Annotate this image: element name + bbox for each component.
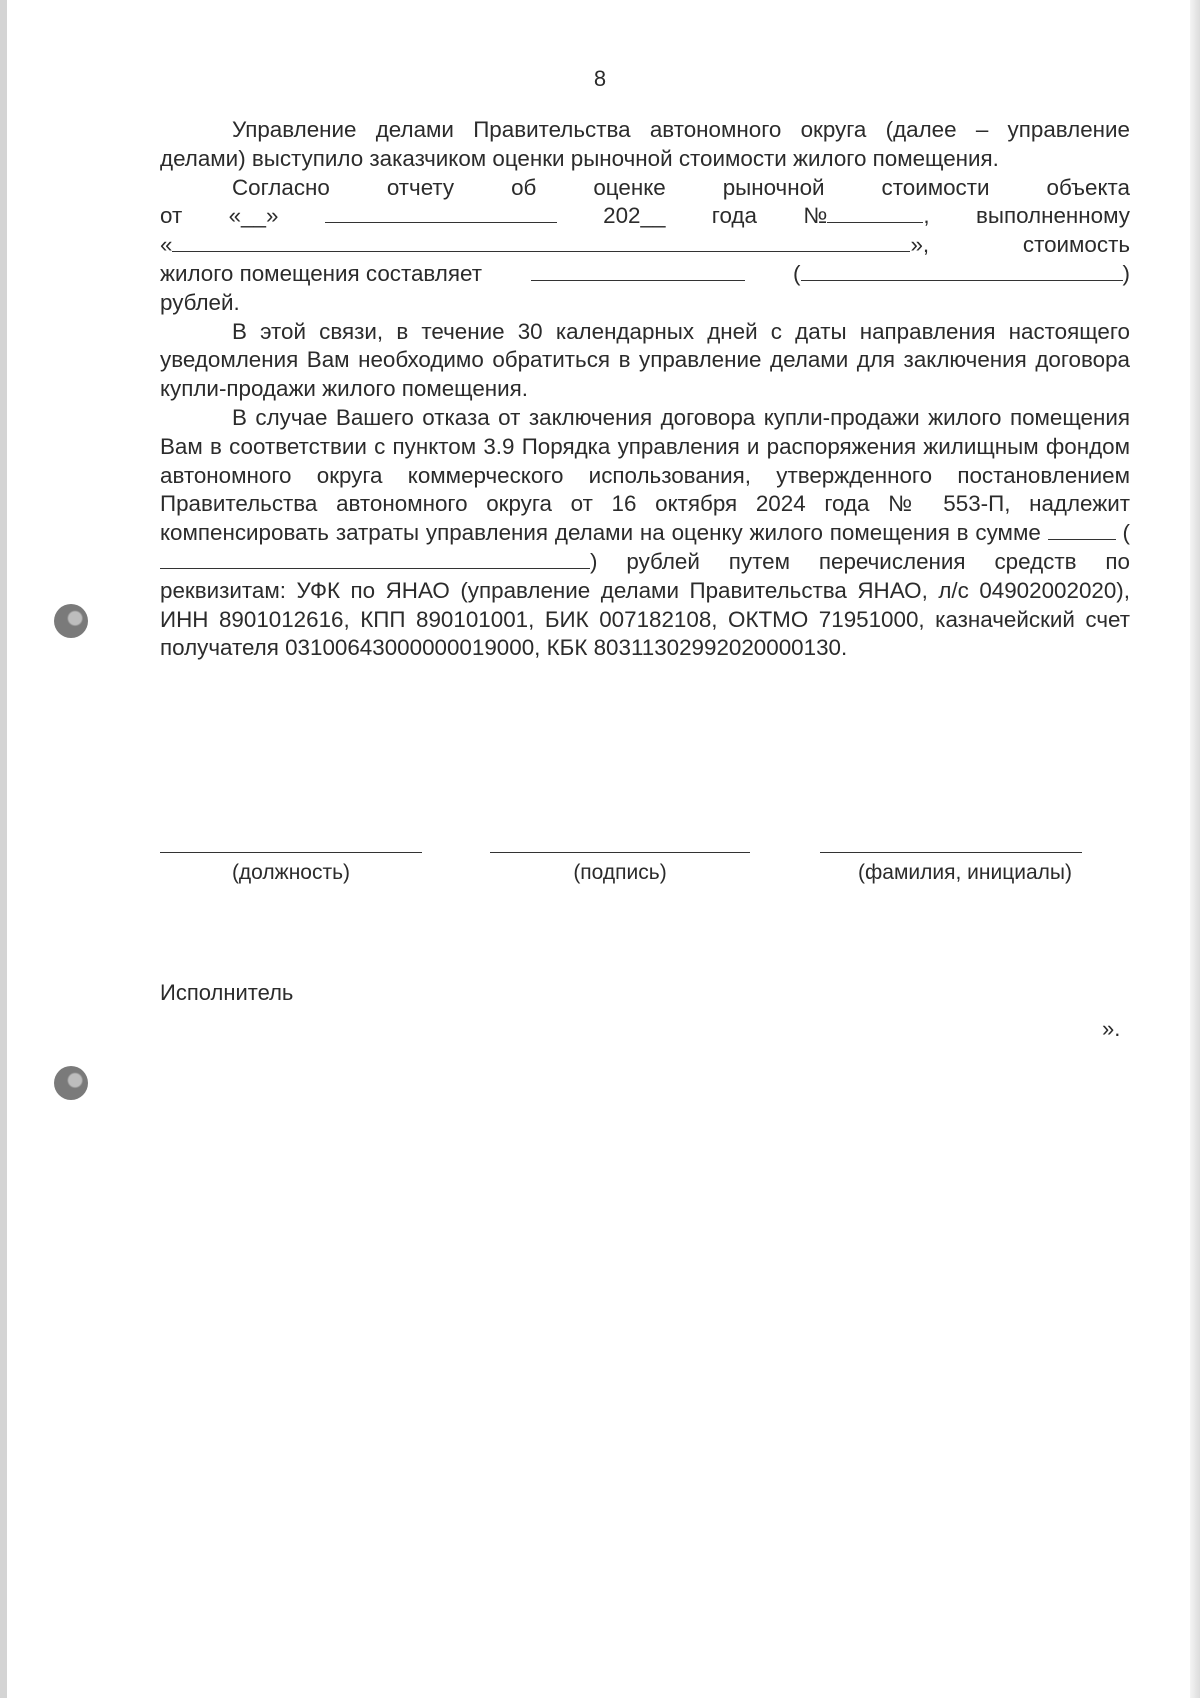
compensation-amount-blank	[1048, 519, 1116, 540]
report-line-3: « », стоимость	[160, 232, 1130, 258]
signature-row	[160, 852, 1130, 912]
paragraph-report	[160, 174, 1130, 318]
punch-hole-icon	[54, 604, 88, 638]
signature-name: (фамилия, инициалы)	[820, 852, 1110, 885]
paragraph-customer: Управление делами Правительства автономного округа (далее – управление делами) выступило заказчиком оценки рыночной стоимости жилого помещения.	[160, 117, 1130, 171]
report-line-1: Согласно отчету об оценке рыночной стоимости объекта	[232, 174, 1130, 200]
scan-edge-right	[1190, 0, 1200, 1698]
punch-hole-icon	[54, 1066, 88, 1100]
report-line-2: от «__» 202__ года № , выполненному	[160, 202, 1130, 231]
cost-amount-blank	[531, 260, 745, 281]
page-number: 8	[593, 66, 607, 91]
paragraph-refusal: В случае Вашего отказа от заключения договора купли-продажи жилого помещения Вам в соответствии с пунктом 3.9 Порядка управления и распоряжения жилищным фондом автономного округа коммерческого использования, утвержденного постановлением Правительства автономного округа от 16 октября 2024 года № 553-П, надлежит компенсировать затраты управления делами на оценку жилого помещения в сумме () рублей путем перечисления средств по реквизитам: УФК по ЯНАО (управление делами Правительства ЯНАО, л/с 04902002020), ИНН 8901012616, КПП 890101001, БИК 007182108, ОКТМО 71951000, казначейский счет получателя 03100643000000019000, КБК 80311302992020000130.	[160, 404, 1130, 661]
date-blank: «__»	[228, 203, 279, 229]
name-line	[820, 852, 1082, 853]
year-blank: 202__	[603, 203, 666, 229]
position-line	[160, 852, 422, 853]
month-blank	[325, 202, 557, 223]
appraiser-blank	[172, 231, 910, 252]
cost-words-blank	[801, 260, 1123, 281]
scan-edge-left	[0, 0, 7, 1698]
signature-line	[490, 852, 750, 853]
report-line-5: рублей.	[160, 289, 240, 315]
executor-label: Исполнитель	[160, 980, 294, 1005]
paragraph-deadline: В этой связи, в течение 30 календарных дней с даты направления настоящего уведомления Вам необходимо обратиться в управление делами для заключения договора купли-продажи жилого помещения.	[160, 318, 1130, 402]
signature-position: (должность)	[160, 852, 422, 885]
compensation-words-blank	[160, 548, 590, 569]
report-number-blank	[827, 202, 923, 223]
report-line-4: жилого помещения составляет ( )	[160, 260, 1130, 286]
signature-sign: (подпись)	[490, 852, 750, 885]
closing-quote: ».	[1102, 1016, 1121, 1041]
document-body	[160, 116, 1130, 663]
